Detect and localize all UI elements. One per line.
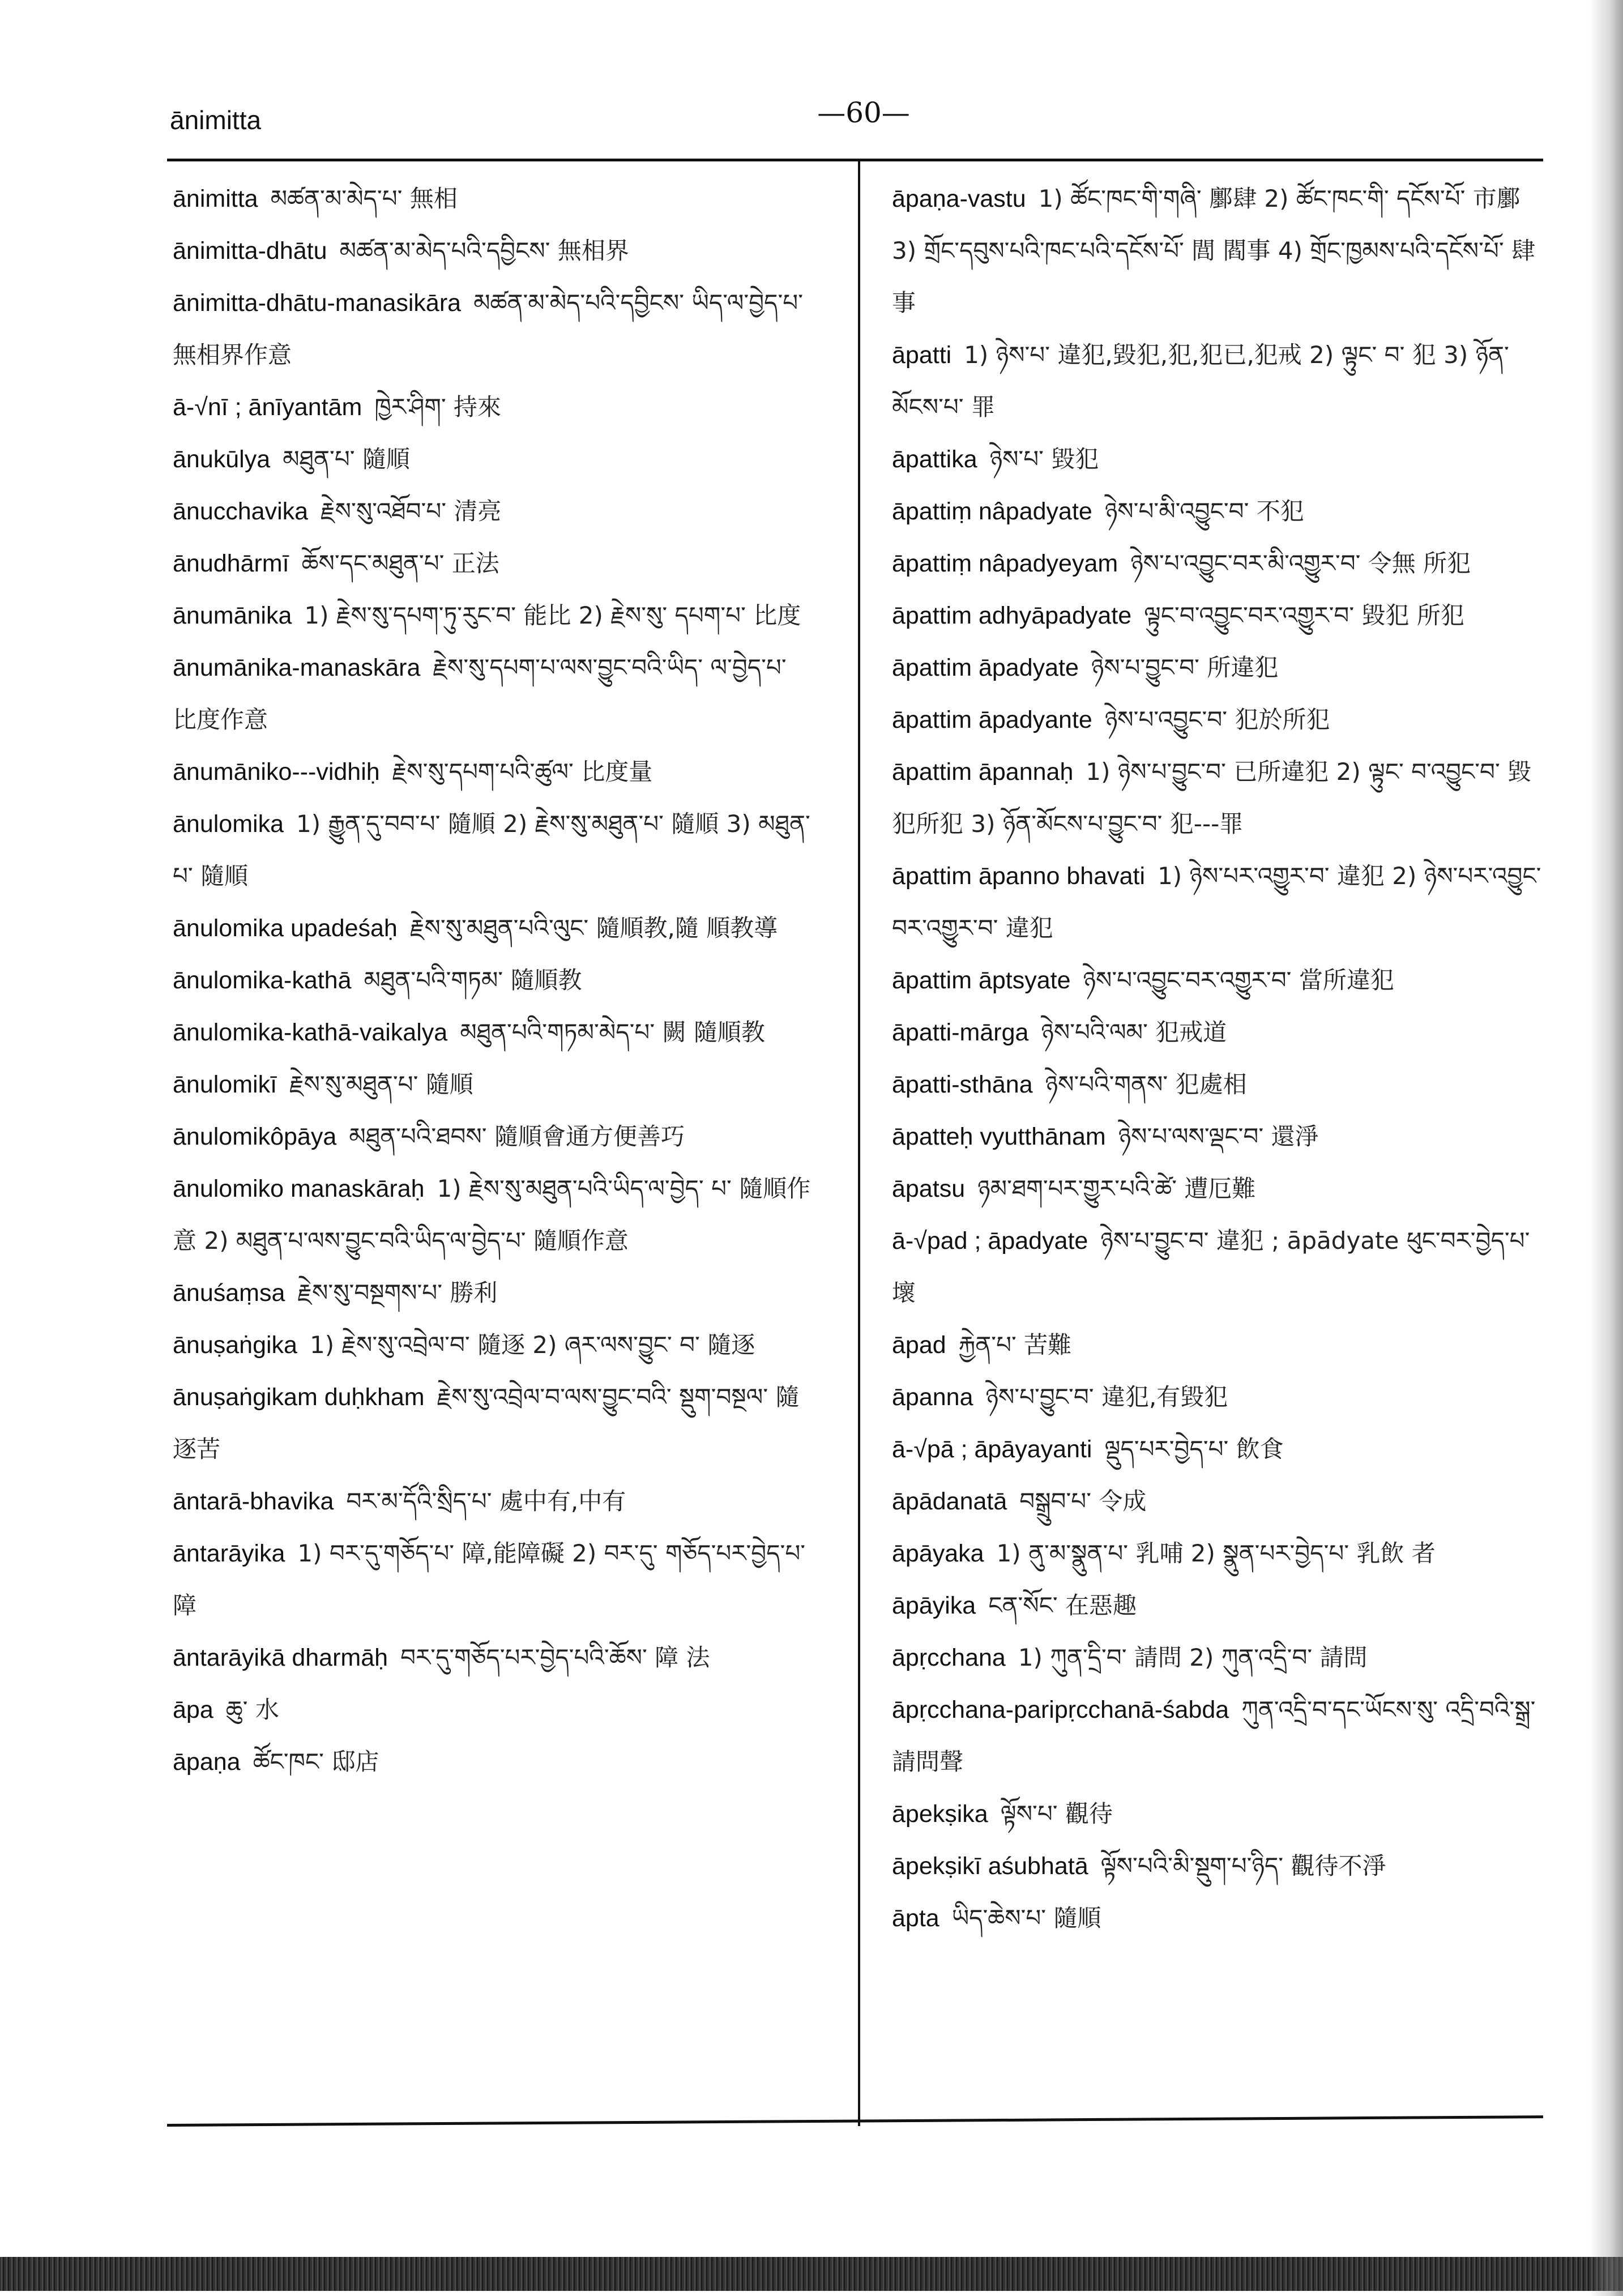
entry-headword: āpaṇa-vastu — [892, 185, 1026, 212]
entry-headword: ānumāniko---vidhiḥ — [173, 758, 380, 786]
entry-headword: āpta — [892, 1905, 939, 1932]
entry-translation: ཆོས་དང་མཐུན་པ་ 正法 — [301, 549, 499, 577]
dictionary-entry — [173, 590, 813, 642]
entry-translation: ལྟུང་བ་འབྱུང་བར་འགྱུར་བ་ 毀犯 所犯 — [1144, 601, 1464, 629]
entry-headword: āpatti-sthāna — [892, 1071, 1033, 1098]
dictionary-entry — [173, 1267, 813, 1319]
dictionary-entry — [892, 1788, 1543, 1840]
page-number: —60— — [817, 96, 910, 129]
entry-headword: āpanna — [892, 1384, 973, 1411]
entry-headword: āpāyaka — [892, 1540, 984, 1567]
entry-headword: āpatti-mārga — [892, 1019, 1029, 1046]
entry-headword: āpad — [892, 1331, 946, 1359]
dictionary-entry — [892, 485, 1543, 537]
dictionary-entry — [892, 1475, 1543, 1527]
entry-translation: 1) ཚོང་ཁང་གི་གཞི་ 鄽肆 2) ཚོང་ཁང་གི་ དངོས་པོ་ 市鄽 3) གྲོང་དབུས་པའི་ཁང་པའི་དངོས་པོ་ 閭 閻事 4) གྲོང་ཁྱམས་པའི་དངོས་པོ་ 肆事 — [892, 185, 1536, 317]
entry-headword: ānulomiko manaskāraḥ — [173, 1175, 425, 1202]
dictionary-entry — [173, 1527, 813, 1632]
entry-translation: བསྒྲུབ་པ་ 令成 — [1019, 1487, 1147, 1515]
entry-headword: āpattim āptsyate — [892, 967, 1071, 994]
entry-headword: ānulomika-kathā — [173, 967, 352, 994]
entry-headword: ā-√pad ; āpadyate — [892, 1227, 1088, 1254]
dictionary-entry — [892, 1892, 1543, 1944]
dictionary-entry — [892, 1423, 1543, 1475]
entry-translation: ཉེས་པའི་གནས་ 犯處相 — [1045, 1070, 1247, 1098]
entry-translation: 1) ནུ་མ་སྣུན་པ་ 乳哺 2) སྣུན་པར་བྱེད་པ་ 乳飲 者 — [996, 1539, 1436, 1567]
entry-headword: ānimitta-dhātu — [173, 237, 327, 264]
dictionary-entry — [173, 954, 813, 1006]
dictionary-entry — [173, 1475, 813, 1527]
dictionary-entry — [892, 1371, 1543, 1423]
dictionary-entry — [892, 642, 1543, 694]
dictionary-entry — [173, 902, 813, 954]
entry-translation: 1) ཉེས་པར་འགྱུར་བ་ 違犯 2) ཉེས་པར་འབྱུང་བར་འགྱུར་བ་ 違犯 — [892, 862, 1541, 942]
entry-translation: རྗེས་སུ་འཐོབ་པ་ 清亮 — [321, 497, 502, 525]
entry-headword: ānuśaṃsa — [173, 1279, 285, 1307]
scan-edge-shadow — [1589, 0, 1623, 2296]
entry-translation: ཆུ་ 水 — [225, 1696, 279, 1723]
entry-headword: āpaṇa — [173, 1748, 241, 1776]
dictionary-entry — [173, 1006, 813, 1059]
entry-headword: āpādanatā — [892, 1488, 1007, 1515]
entry-headword: āpa — [173, 1696, 213, 1723]
entry-translation: ཉེས་པ་ 毀犯 — [989, 445, 1099, 473]
entry-translation: ཉེས་པ་ལས་ལྡང་བ་ 還淨 — [1118, 1123, 1319, 1150]
right-column — [892, 173, 1543, 1944]
entry-translation: 1) རྗེས་སུ་འབྲེལ་བ་ 隨逐 2) ཞར་ལས་བྱུང་ བ་ 隨逐 — [309, 1331, 755, 1359]
entry-translation: རྗེས་སུ་བསྔགས་པ་ 勝利 — [297, 1279, 498, 1307]
entry-headword: āpattim āpadyate — [892, 654, 1079, 681]
dictionary-entry — [892, 329, 1543, 433]
entry-headword: āntarāyikā dharmāḥ — [173, 1644, 388, 1671]
entry-headword: ānulomikī — [173, 1071, 277, 1098]
entry-translation: ལྟོས་པའི་མི་སྡུག་པ་ཉིད་ 觀待不淨 — [1100, 1852, 1386, 1880]
column-divider — [858, 161, 860, 2126]
entry-translation: ལྟོས་པ་ 觀待 — [1000, 1800, 1113, 1828]
entry-headword: ānulomikôpāya — [173, 1123, 337, 1150]
entry-headword: āpattim āpanno bhavati — [892, 863, 1146, 890]
entry-translation: 1) རྗེས་སུ་དཔག་ཏུ་རུང་བ་ 能比 2) རྗེས་སུ་ དཔག་པ་ 比度 — [304, 601, 801, 629]
entry-translation: མཐུན་པའི་ཐབས་ 隨順會通方便善巧 — [349, 1123, 685, 1150]
entry-headword: āntarā-bhavika — [173, 1488, 334, 1515]
entry-headword: āpatsu — [892, 1175, 966, 1202]
entry-headword: āpattiṃ nâpadyate — [892, 498, 1092, 525]
entry-headword: āpekṣika — [892, 1800, 988, 1828]
dictionary-entry — [173, 1319, 813, 1371]
entry-headword: ānulomika — [173, 810, 284, 838]
dictionary-entry — [892, 1215, 1543, 1319]
entry-translation: ཚོང་ཁང་ 邸店 — [253, 1748, 379, 1776]
dictionary-entry — [173, 433, 813, 485]
dictionary-entry — [173, 1736, 813, 1788]
running-header-word: ānimitta — [170, 105, 262, 135]
entry-headword: ānuṣaṅgika — [173, 1331, 297, 1359]
entry-translation: 1) རྗེས་སུ་མཐུན་པའི་ཡིད་ལ་བྱེད་ པ་ 隨順作意 2) མཐུན་པ་ལས་བྱུང་བའི་ཡིད་ལ་བྱེད་པ་ 隨順作意 — [173, 1175, 811, 1254]
dictionary-entry — [892, 1111, 1543, 1163]
dictionary-entry — [892, 537, 1543, 590]
left-column — [173, 173, 813, 1788]
entry-translation: རྐྱེན་པ་ 苦難 — [958, 1331, 1072, 1359]
top-rule — [167, 159, 1543, 161]
entry-translation: རྗེས་སུ་འབྲེལ་བ་ལས་བྱུང་བའི་ སྡུག་བསྔལ་ 隨逐苦 — [173, 1383, 800, 1463]
entry-translation: ཀུན་འདྲི་བ་དང་ཡོངས་སུ་ འདྲི་བའི་སྒྲ་ 請問聲 — [892, 1696, 1536, 1776]
entry-headword: āpekṣikī aśubhatā — [892, 1853, 1088, 1880]
entry-translation: རྗེས་སུ་དཔག་པའི་ཚུལ་ 比度量 — [392, 758, 653, 786]
dictionary-entry — [173, 173, 813, 225]
entry-translation: མཐུན་པ་ 隨順 — [283, 445, 410, 473]
dictionary-entry — [173, 1163, 813, 1267]
dictionary-entry — [173, 485, 813, 537]
entry-headword: ānulomika-kathā-vaikalya — [173, 1019, 448, 1046]
entry-headword: ānumānika — [173, 602, 292, 629]
entry-translation: ཉེས་པ་འབྱུང་བ་ 犯於所犯 — [1104, 706, 1330, 733]
entry-headword: āpattim āpannaḥ — [892, 758, 1074, 786]
entry-translation: མཐུན་པའི་གཏམ་ 隨順教 — [364, 966, 582, 994]
entry-headword: āpattim adhyāpadyate — [892, 602, 1132, 629]
dictionary-entry — [892, 173, 1543, 329]
entry-headword: āpattim āpadyante — [892, 706, 1092, 733]
entry-headword: āpṛcchana — [892, 1644, 1006, 1671]
dictionary-entry — [892, 954, 1543, 1006]
entry-translation: 1) ཀུན་དྲི་བ་ 請問 2) ཀུན་འདྲི་བ་ 請問 — [1018, 1644, 1368, 1671]
dictionary-entry — [173, 746, 813, 798]
entry-headword: āpāyika — [892, 1592, 976, 1619]
entry-translation: 1) ཉེས་པ་ 違犯,毀犯,犯,犯已,犯戒 2) ལྟུང་ བ་ 犯 3) ཉོན་མོངས་པ་ 罪 — [892, 341, 1509, 421]
dictionary-entry — [892, 1059, 1543, 1111]
dictionary-entry — [173, 1371, 813, 1475]
entry-translation: 1) ཉེས་པ་བྱུང་བ་ 已所違犯 2) ལྟུང་ བ་འབྱུང་བ་ 毀犯所犯 3) ཉོན་མོངས་པ་བྱུང་བ་ 犯---罪 — [892, 758, 1532, 838]
dictionary-entry — [892, 1684, 1543, 1788]
entry-translation: ཉམ་ཐག་པར་གྱུར་པའི་ཚེ་ 遭厄難 — [977, 1175, 1256, 1202]
dictionary-entry — [892, 1163, 1543, 1215]
dictionary-entry — [173, 277, 813, 381]
scan-border-strip — [0, 2257, 1623, 2291]
entry-translation: ཉེས་པ་བྱུང་བ་ 違犯 ; āpādyate ཕུང་བར་བྱེད་པ་ 壞 — [892, 1227, 1530, 1307]
entry-headword: ā-√nī ; ānīyantām — [173, 394, 362, 421]
dictionary-entry — [173, 1111, 813, 1163]
dictionary-entry — [892, 590, 1543, 642]
entry-headword: ā-√pā ; āpāyayanti — [892, 1436, 1092, 1463]
entry-translation: མཚན་མ་མེད་པའི་དབྱིངས་ ཡིད་ལ་བྱེད་པ་ 無相界作意 — [173, 289, 804, 369]
entry-translation: བར་དུ་གཅོད་པར་བྱེད་པའི་ཆོས་ 障 法 — [400, 1644, 710, 1671]
dictionary-entry — [892, 1580, 1543, 1632]
entry-translation: ཉེས་པ་བྱུང་བ་ 所違犯 — [1091, 654, 1279, 681]
entry-translation: ལྡུད་པར་བྱེད་པ་ 飲食 — [1104, 1435, 1284, 1463]
entry-translation: 1) རྒྱུན་དུ་བབ་པ་ 隨順 2) རྗེས་སུ་མཐུན་པ་ 隨順 3) མཐུན་པ་ 隨順 — [173, 810, 810, 890]
entry-translation: 1) བར་དུ་གཅོད་པ་ 障,能障礙 2) བར་དུ་ གཅོད་པར་བྱེད་པ་ 障 — [173, 1539, 806, 1619]
entry-translation: མཚན་མ་མེད་པའི་དབྱིངས་ 無相界 — [339, 237, 629, 264]
entry-translation: ཉེས་པ་འབྱུང་བར་མི་འགྱུར་བ་ 令無 所犯 — [1130, 549, 1471, 577]
entry-translation: ཉེས་པ་འབྱུང་བར་འགྱུར་བ་ 當所違犯 — [1083, 966, 1394, 994]
dictionary-entry — [892, 850, 1543, 954]
dictionary-entry — [173, 642, 813, 746]
entry-translation: ཡིད་ཆེས་པ་ 隨順 — [951, 1904, 1101, 1932]
dictionary-entry — [892, 1319, 1543, 1371]
entry-headword: ānimitta — [173, 185, 258, 212]
dictionary-entry — [892, 746, 1543, 850]
dictionary-entry — [173, 798, 813, 902]
entry-headword: āpattika — [892, 446, 977, 473]
entry-translation: རྗེས་སུ་དཔག་པ་ལས་བྱུང་བའི་ཡིད་ ལ་བྱེད་པ་ 比度作意 — [173, 654, 787, 733]
bottom-rule — [167, 2115, 1543, 2127]
dictionary-entry — [173, 537, 813, 590]
entry-headword: āpattiṃ nâpadyeyam — [892, 550, 1118, 577]
entry-headword: ānuṣaṅgikam duḥkham — [173, 1384, 425, 1411]
entry-translation: མཚན་མ་མེད་པ་ 無相 — [270, 185, 458, 212]
entry-translation: ཉེས་པ་བྱུང་བ་ 違犯,有毀犯 — [985, 1383, 1228, 1411]
entry-headword: āpatti — [892, 342, 952, 369]
dictionary-entry — [892, 433, 1543, 485]
entry-translation: ཉེས་པའི་ལམ་ 犯戒道 — [1041, 1018, 1227, 1046]
dictionary-entry — [173, 1684, 813, 1736]
dictionary-entry — [892, 1840, 1543, 1892]
dictionary-entry — [173, 225, 813, 277]
entry-translation: རྗེས་སུ་མཐུན་པའི་ལུང་ 隨順教,隨 順教導 — [409, 914, 778, 942]
dictionary-entry — [173, 1059, 813, 1111]
entry-headword: ānimitta-dhātu-manasikāra — [173, 289, 462, 317]
entry-headword: āpṛcchana-paripṛcchanā-śabda — [892, 1696, 1229, 1723]
entry-headword: ānumānika-manaskāra — [173, 654, 421, 681]
entry-headword: ānukūlya — [173, 446, 271, 473]
entry-translation: ངན་སོང་ 在惡趣 — [988, 1591, 1137, 1619]
entry-headword: āntarāyika — [173, 1540, 285, 1567]
dictionary-entry — [892, 1632, 1543, 1684]
entry-headword: āpatteḥ vyutthānam — [892, 1123, 1106, 1150]
entry-translation: བར་མ་དོའི་སྲིད་པ་ 處中有,中有 — [346, 1487, 626, 1515]
entry-translation: མཐུན་པའི་གཏམ་མེད་པ་ 闕 隨順教 — [460, 1018, 765, 1046]
entry-headword: ānulomika upadeśaḥ — [173, 915, 398, 942]
dictionary-entry — [892, 694, 1543, 746]
dictionary-entry — [892, 1527, 1543, 1580]
dictionary-entry — [173, 381, 813, 433]
dictionary-entry — [173, 1632, 813, 1684]
entry-translation: རྗེས་སུ་མཐུན་པ་ 隨順 — [289, 1070, 473, 1098]
entry-headword: ānucchavika — [173, 498, 309, 525]
entry-translation: ཉེས་པ་མི་འབྱུང་བ་ 不犯 — [1104, 497, 1304, 525]
dictionary-entry — [892, 1006, 1543, 1059]
entry-headword: ānudhārmī — [173, 550, 289, 577]
entry-translation: ཁྱེར་ཤིག་ 持來 — [374, 393, 502, 421]
